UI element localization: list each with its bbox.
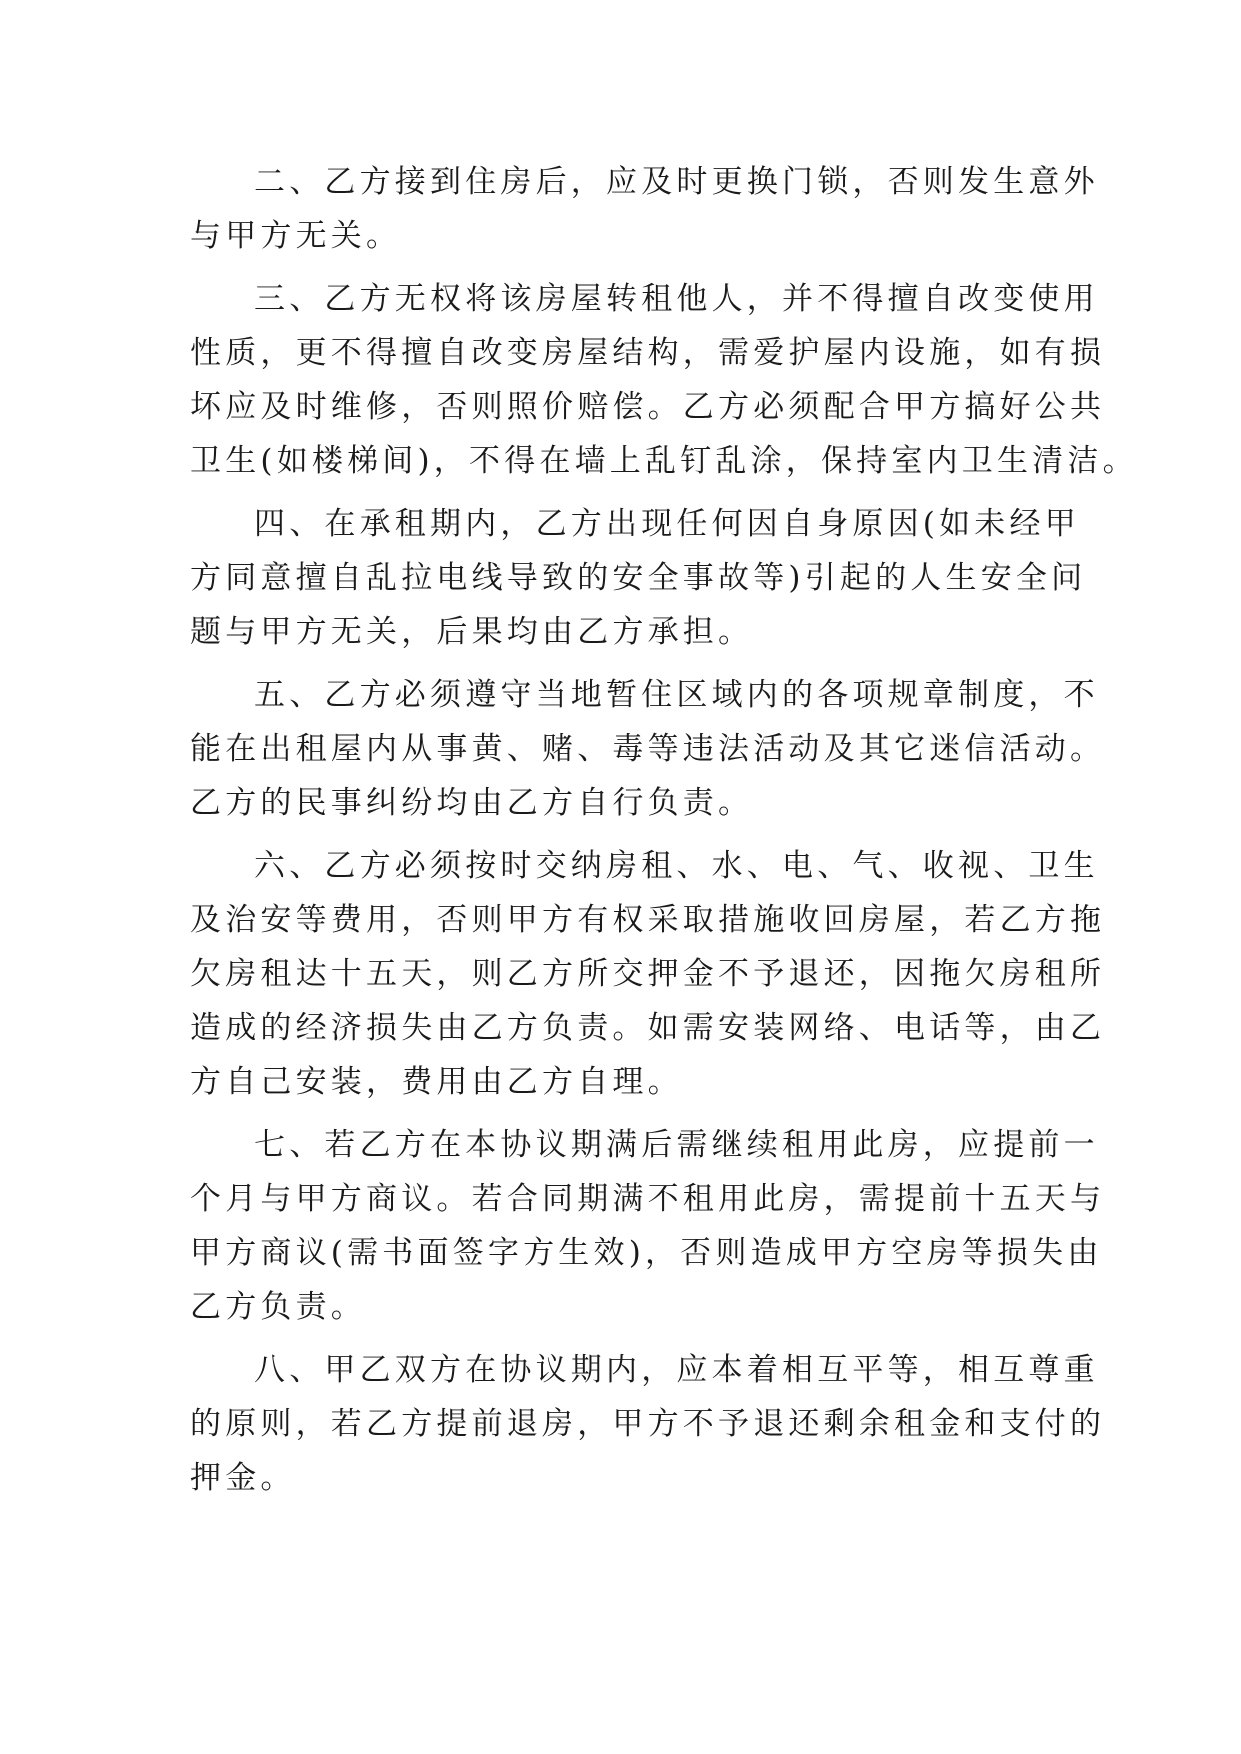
clause-3-line-2: 性质，更不得擅自改变房屋结构，需爱护屋内设施，如有损	[190, 335, 1106, 371]
clause-6-line-4: 造成的经济损失由乙方负责。如需安装网络、电话等，由乙	[190, 1010, 1106, 1046]
clause-6-line-3: 欠房租达十五天，则乙方所交押金不予退还，因拖欠房租所	[190, 956, 1106, 992]
clause-6-line-2: 及治安等费用，否则甲方有权采取措施收回房屋，若乙方拖	[190, 902, 1106, 938]
clause-2-line-1: 二、乙方接到住房后，应及时更换门锁，否则发生意外	[254, 164, 1099, 200]
clause-7-line-2: 个月与甲方商议。若合同期满不租用此房，需提前十五天与	[190, 1181, 1106, 1217]
clause-3-line-1: 三、乙方无权将该房屋转租他人，并不得擅自改变使用	[254, 281, 1099, 317]
clause-5-line-3: 乙方的民事纠纷均由乙方自行负责。	[190, 785, 754, 821]
clause-4-line-1: 四、在承租期内，乙方出现任何因自身原因(如未经甲	[254, 506, 1080, 542]
clause-6-line-1: 六、乙方必须按时交纳房租、水、电、气、收视、卫生	[254, 848, 1099, 884]
clause-2-line-2: 与甲方无关。	[190, 218, 402, 254]
clause-5-line-1: 五、乙方必须遵守当地暂住区域内的各项规章制度，不	[254, 677, 1099, 713]
clause-4-line-3: 题与甲方无关，后果均由乙方承担。	[190, 614, 754, 650]
clause-6-line-5: 方自己安装，费用由乙方自理。	[190, 1064, 683, 1100]
clause-8-line-3: 押金。	[190, 1460, 296, 1496]
clause-7-line-4: 乙方负责。	[190, 1289, 366, 1325]
clause-8-line-1: 八、甲乙双方在协议期内，应本着相互平等，相互尊重	[254, 1352, 1099, 1388]
clause-5-line-2: 能在出租屋内从事黄、赌、毒等违法活动及其它迷信活动。	[190, 731, 1106, 767]
clause-4-line-2: 方同意擅自乱拉电线导致的安全事故等)引起的人生安全问	[190, 560, 1087, 596]
clause-3-line-4: 卫生(如楼梯间)，不得在墙上乱钉乱涂，保持室内卫生清洁。	[190, 443, 1138, 479]
clause-7-line-1: 七、若乙方在本协议期满后需继续租用此房，应提前一	[254, 1127, 1099, 1163]
clause-7-line-3: 甲方商议(需书面签字方生效)，否则造成甲方空房等损失由	[190, 1235, 1103, 1271]
clause-3-line-3: 坏应及时维修，否则照价赔偿。乙方必须配合甲方搞好公共	[190, 389, 1106, 425]
clause-8-line-2: 的原则，若乙方提前退房，甲方不予退还剩余租金和支付的	[190, 1406, 1106, 1442]
